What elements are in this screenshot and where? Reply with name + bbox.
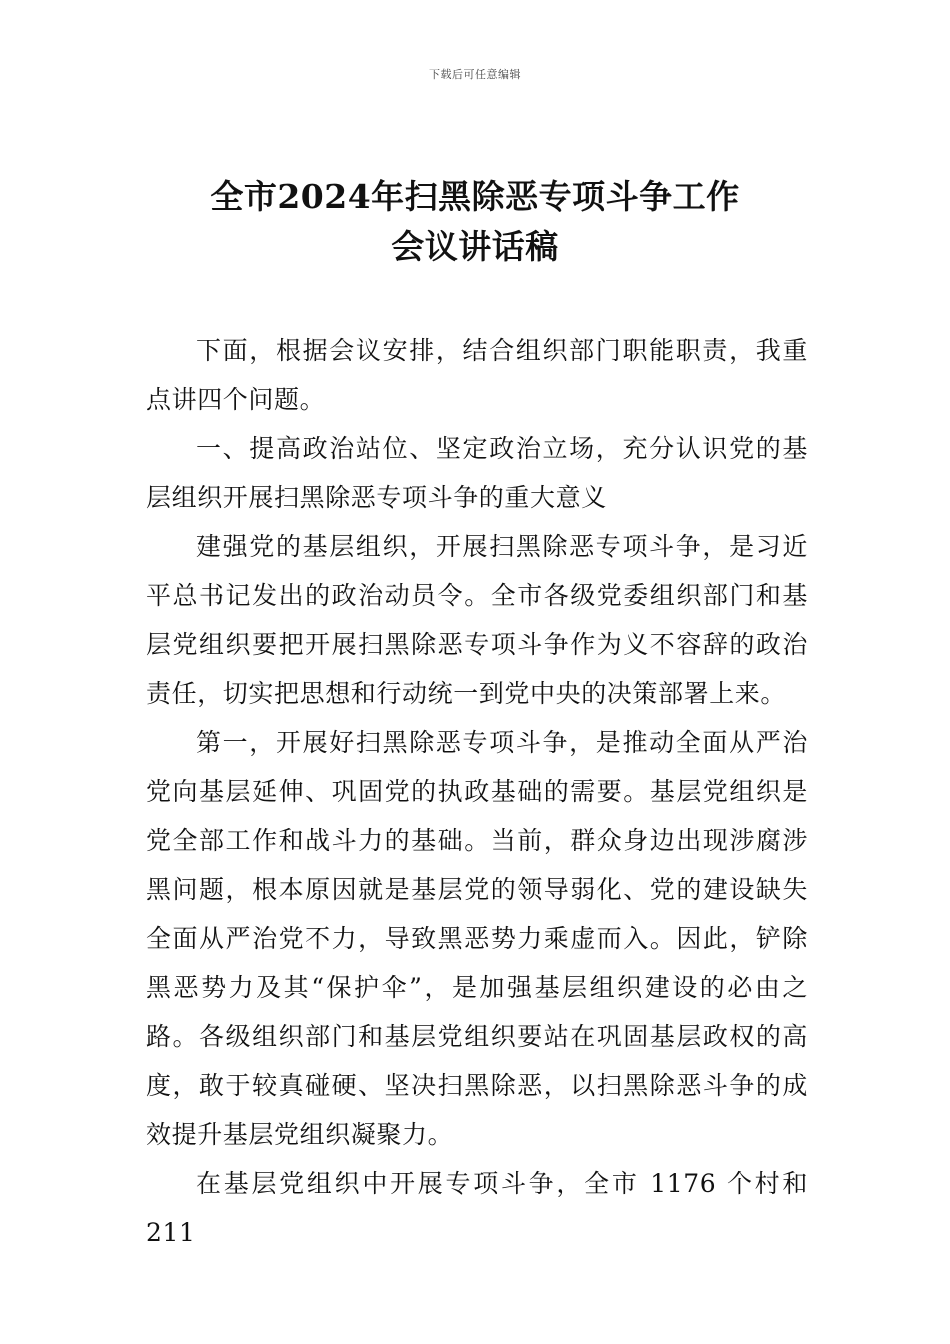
title-line-2: 会议讲话稿	[391, 227, 559, 266]
paragraph-section-heading: 一、提高政治站位、坚定政治立场，充分认识党的基层组织开展扫黑除恶专项斗争的重大意义	[146, 434, 808, 512]
header-note: 下载后可任意编辑	[429, 68, 521, 81]
paragraph: 在基层党组织中开展专项斗争，全市 1176 个村和 211	[146, 1169, 808, 1247]
title-line-1: 全市2024年扫黑除恶专项斗争工作	[210, 177, 740, 216]
paragraph: 建强党的基层组织，开展扫黑除恶专项斗争，是习近平总书记发出的政治动员令。全市各级党委组织部门和基层党组织要把开展扫黑除恶专项斗争作为义不容辞的政治责任，切实把思想和行动统一到党中央的决策部署上来。	[146, 532, 808, 708]
paragraph: 第一，开展好扫黑除恶专项斗争，是推动全面从严治党向基层延伸、巩固党的执政基础的需要。基层党组织是党全部工作和战斗力的基础。当前，群众身边出现涉腐涉黑问题，根本原因就是基层党的领导弱化、党的建设缺失全面从严治党不力，导致黑恶势力乘虚而入。因此，铲除黑恶势力及其“保护伞”，是加强基层组织建设的必由之路。各级组织部门和基层党组织要站在巩固基层政权的高度，敢于较真碰硬、坚决扫黑除恶，以扫黑除恶斗争的成效提升基层党组织凝聚力。	[146, 728, 808, 1149]
paragraph-intro: 下面，根据会议安排，结合组织部门职能职责，我重点讲四个问题。	[146, 336, 808, 414]
document-body	[146, 326, 808, 1257]
document-title	[100, 172, 850, 272]
